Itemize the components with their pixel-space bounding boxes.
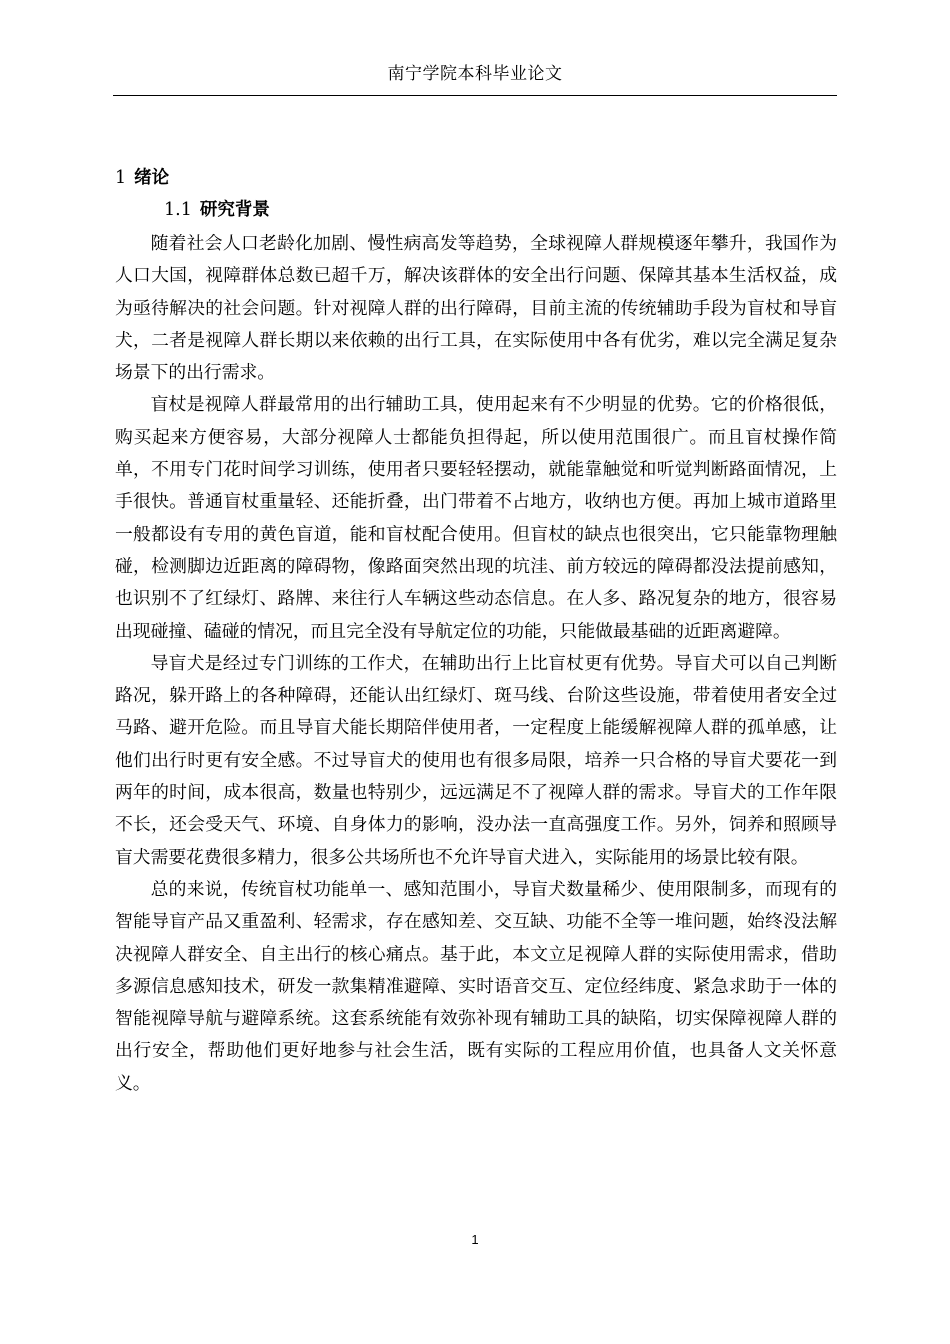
- header-rule: [113, 95, 837, 96]
- paragraph: 导盲犬是经过专门训练的工作犬，在辅助出行上比盲杖更有优势。导盲犬可以自己判断路况，躲开路上的各种障碍，还能认出红绿灯、斑马线、台阶这些设施，带着使用者安全过马路、避开危险。而且导盲犬能长期陪伴使用者，一定程度上能缓解视障人群的孤单感，让他们出行时更有安全感。不过导盲犬的使用也有很多局限，培养一只合格的导盲犬要花一到两年的时间，成本很高，数量也特别少，远远满足不了视障人群的需求。导盲犬的工作年限不长，还会受天气、环境、自身体力的影响，没办法一直高强度工作。另外，饲养和照顾导盲犬需要花费很多精力，很多公共场所也不允许导盲犬进入，实际能用的场景比较有限。: [115, 652, 837, 868]
- section-title: 研究背景: [199, 200, 270, 220]
- paragraph: 总的来说，传统盲杖功能单一、感知范围小，导盲犬数量稀少、使用限制多，而现有的智能导盲产品又重盈利、轻需求，存在感知差、交互缺、功能不全等一堆问题，始终没法解决视障人群安全、自主出行的核心痛点。基于此，本文立足视障人群的实际使用需求，借助多源信息感知技术，研发一款集精准避障、实时语音交互、定位经纬度、紧急求助于一体的智能视障导航与避障系统。这套系统能有效弥补现有辅助工具的缺陷，切实保障视障人群的出行安全，帮助他们更好地参与社会生活，既有实际的工程应用价值，也具备人文关怀意义。: [115, 878, 837, 1094]
- chapter-title: 绪论: [134, 168, 170, 188]
- chapter-heading: [115, 165, 169, 191]
- running-header: 南宁学院本科毕业论文: [387, 64, 563, 84]
- body-text: [115, 228, 837, 1100]
- chapter-number: 1: [115, 168, 127, 188]
- paragraph: 随着社会人口老龄化加剧、慢性病高发等趋势，全球视障人群规模逐年攀升，我国作为人口大国，视障群体总数已超千万，解决该群体的安全出行问题、保障其基本生活权益，成为亟待解决的社会问题。针对视障人群的出行障碍，目前主流的传统辅助手段为盲杖和导盲犬，二者是视障人群长期以来依赖的出行工具，在实际使用中各有优劣，难以完全满足复杂场景下的出行需求。: [115, 233, 837, 384]
- paragraph: 盲杖是视障人群最常用的出行辅助工具，使用起来有不少明显的优势。它的价格很低，购买起来方便容易，大部分视障人士都能负担得起，所以使用范围很广。而且盲杖操作简单，不用专门花时间学习训练，使用者只要轻轻摆动，就能靠触觉和听觉判断路面情况，上手很快。普通盲杖重量轻、还能折叠，出门带着不占地方，收纳也方便。再加上城市道路里一般都设有专用的黄色盲道，能和盲杖配合使用。但盲杖的缺点也很突出，它只能靠物理触碰，检测脚边近距离的障碍物，像路面突然出现的坑洼、前方较远的障碍都没法提前感知，也识别不了红绿灯、路牌、来往行人车辆这些动态信息。在人多、路况复杂的地方，很容易出现碰撞、磕碰的情况，而且完全没有导航定位的功能，只能做最基础的近距离避障。: [115, 394, 837, 642]
- section-number: 1.1: [164, 200, 192, 220]
- page-number: 1: [471, 1232, 479, 1247]
- section-heading: [164, 197, 270, 223]
